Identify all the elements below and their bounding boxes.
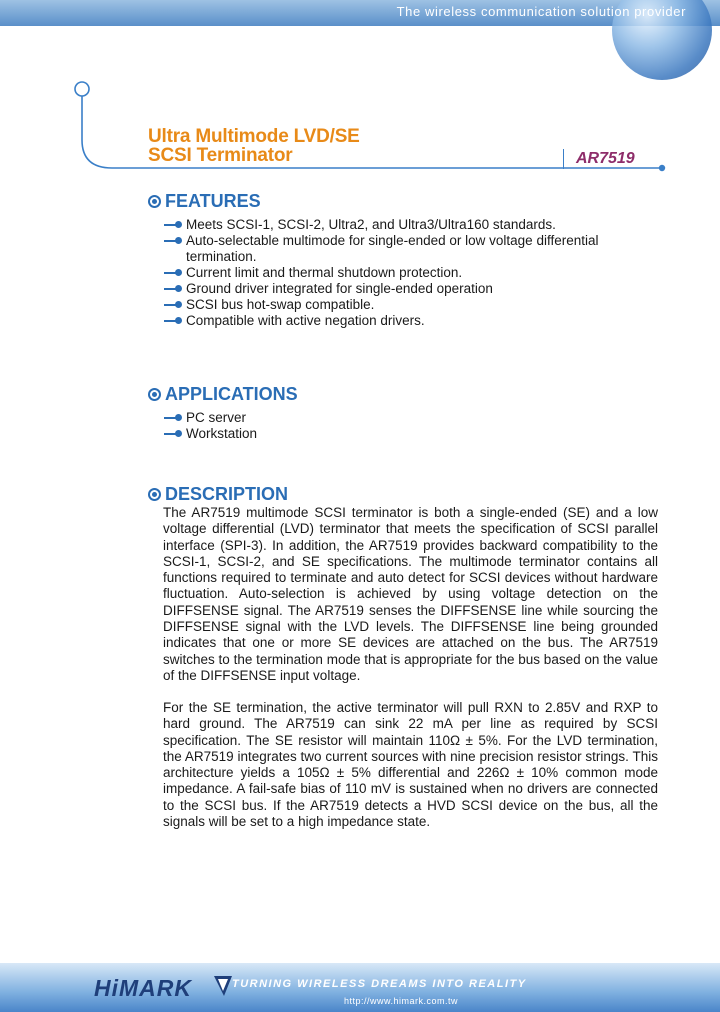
part-number: AR7519 [576, 150, 635, 167]
list-item: SCSI bus hot-swap compatible. [164, 297, 644, 313]
arrow-bullet-icon [164, 414, 186, 422]
list-item: Workstation [164, 426, 464, 442]
section-bullet-icon [148, 488, 161, 501]
arrow-bullet-icon [164, 237, 186, 245]
description-heading [148, 484, 288, 505]
footer-slogan: TURNING WIRELESS DREAMS INTO REALITY [232, 978, 527, 990]
arrow-bullet-icon [164, 285, 186, 293]
arrow-bullet-icon [164, 269, 186, 277]
list-item: Auto-selectable multimode for single-ended or low voltage differential termination. [164, 233, 644, 265]
arrow-bullet-icon [164, 221, 186, 229]
applications-list [164, 410, 464, 442]
section-bullet-icon [148, 195, 161, 208]
decorative-line [0, 0, 720, 200]
footer-url: http://www.himark.com.tw [344, 996, 459, 1006]
arrow-bullet-icon [164, 301, 186, 309]
list-item: Meets SCSI-1, SCSI-2, Ultra2, and Ultra3/Ultra160 standards. [164, 217, 644, 233]
features-list [164, 217, 644, 329]
section-bullet-icon [148, 388, 161, 401]
brand-logo: HiMARK [94, 975, 192, 1001]
list-item: Current limit and thermal shutdown protection. [164, 265, 644, 281]
applications-heading [148, 384, 298, 405]
arrow-bullet-icon [164, 317, 186, 325]
product-title-line1: Ultra Multimode LVD/SE [148, 126, 360, 147]
list-item: Compatible with active negation drivers. [164, 313, 644, 329]
list-item: Ground driver integrated for single-ended operation [164, 281, 644, 297]
arrow-bullet-icon [164, 430, 186, 438]
applications-heading-text: APPLICATIONS [165, 384, 298, 404]
description-heading-text: DESCRIPTION [165, 484, 289, 504]
description-paragraph-2: For the SE termination, the active terminator will pull RXN to 2.85V and RXP to hard ground. The AR7519 can sink 22 mA per line as required by SCSI specification. The SE resistor will maintain 110Ω ± 5%. For the LVD termination, the AR7519 integrates two current sources with nine precision resistor strings. This architecture yields a 105Ω ± 5% differential and 226Ω ± 10% common mode impedance. A fail-safe bias of 110 mV is sustained when no drivers are connected to the SCSI bus. If the AR7519 detects a HVD SCSI device on the bus, all the signals will be set to a high impedance state. [163, 700, 658, 830]
product-title [148, 127, 360, 165]
brand-mark-icon [213, 974, 233, 998]
features-heading-text: FEATURES [165, 191, 261, 211]
header-tagline: The wireless communication solution provider [396, 4, 686, 19]
features-heading [148, 191, 261, 212]
list-item: PC server [164, 410, 464, 426]
product-title-line2: SCSI Terminator [148, 145, 293, 166]
part-number-divider [563, 149, 564, 169]
description-paragraph-1: The AR7519 multimode SCSI terminator is both a single-ended (SE) and a low voltage differential (LVD) terminator that meets the specification of SCSI parallel interface (SPI-3). In addition, the AR7519 provides backward compatibility to the SCSI-1, SCSI-2, and SE specifications. The multimode terminator contains all functions required to terminate and auto detect for SCSI devices without hardware fluctuation. Auto-selection is achieved by using voltage detection on the DIFFSENSE signal. The AR7519 senses the DIFFSENSE line while sourcing the DIFFSENSE signal with the LVD levels. The DIFFSENSE line being grounded indicates that one or more SE devices are attached on the bus. The AR7519 switches to the termination mode that is appropriate for the bus based on the value of the DIFFSENSE input voltage. [163, 505, 658, 683]
